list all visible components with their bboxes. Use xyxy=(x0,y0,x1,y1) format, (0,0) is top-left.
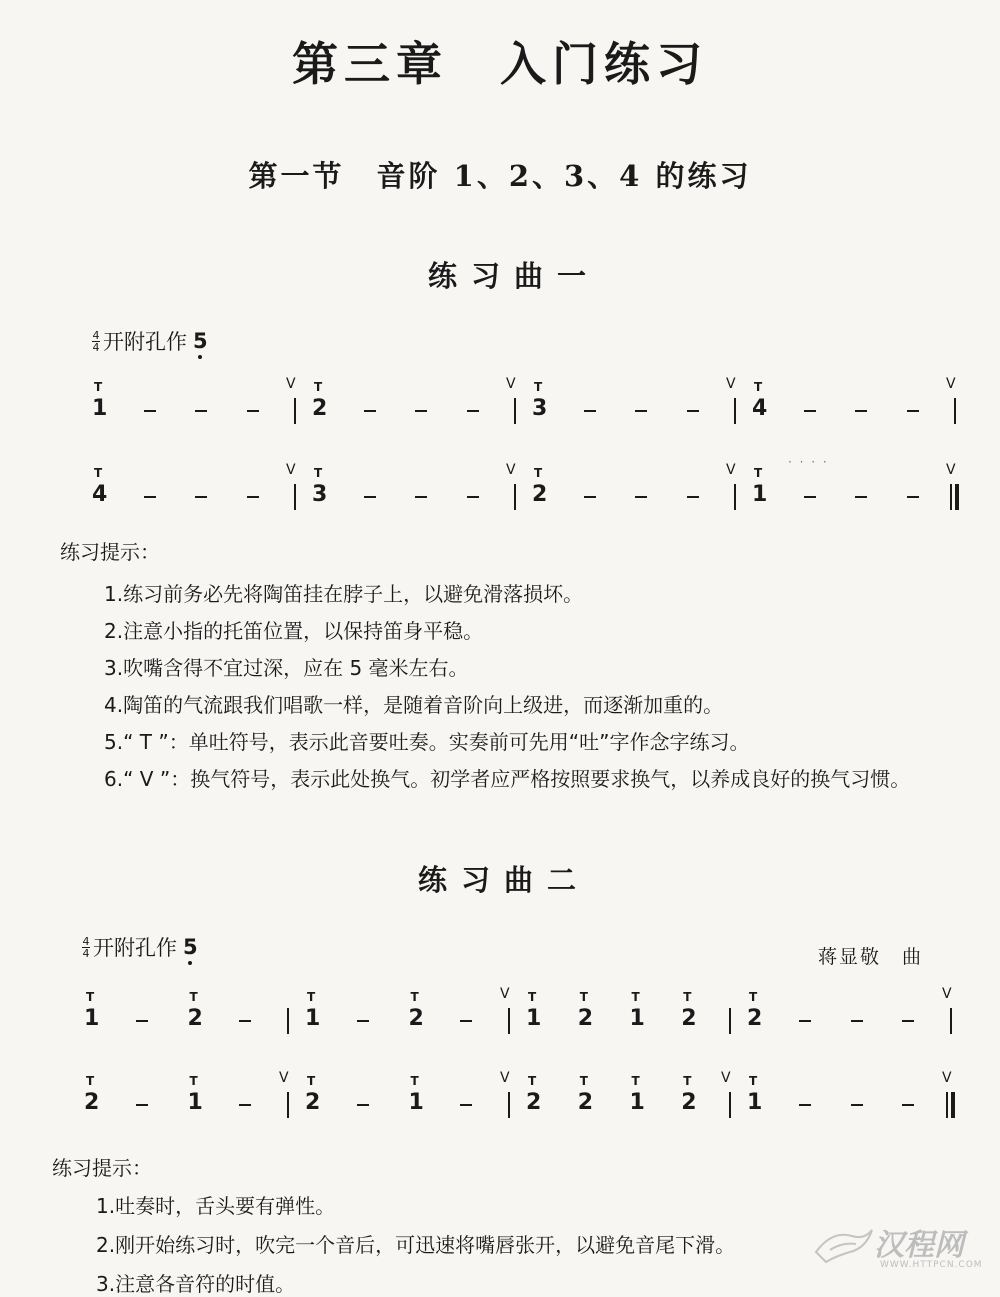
note: 1 xyxy=(187,1090,203,1115)
tongue-mark: T xyxy=(314,466,323,480)
note: 2 xyxy=(577,1006,594,1031)
tip-item: 2.注意小指的托笛位置，以保持笛身平稳。 xyxy=(104,619,484,643)
note: 2 xyxy=(681,1090,697,1115)
tip-item: 5.“ T ”：单吐符号，表示此音要吐奏。实奏前可先用“吐”字作念字练习。 xyxy=(104,730,750,754)
dash xyxy=(851,1020,863,1022)
breath-mark: V xyxy=(506,376,516,392)
note: 2 xyxy=(747,1006,763,1031)
tongue-mark: T xyxy=(754,380,763,394)
chapter-title: 第三章 入门练习 xyxy=(292,37,708,91)
tongue-mark: T xyxy=(631,1074,640,1088)
note: 2 xyxy=(305,1090,321,1115)
final-barline xyxy=(951,1092,955,1118)
note: 1 xyxy=(305,1006,321,1031)
print-specks: · · · · xyxy=(788,455,829,469)
tongue-mark: T xyxy=(683,990,692,1004)
note: 2 xyxy=(187,1006,203,1031)
breath-mark: V xyxy=(500,986,510,1002)
final-barline xyxy=(946,1092,948,1118)
barline xyxy=(729,1092,731,1118)
note: 1 xyxy=(752,482,768,507)
tip-item: 2.刚开始练习时，吹完一个音后，可迅速将嘴唇张开，以避免音尾下滑。 xyxy=(96,1233,736,1257)
section-title: 第一节 音阶 1、2、3、4 的练习 xyxy=(248,159,752,193)
dash xyxy=(239,1104,251,1106)
tongue-mark: T xyxy=(528,990,537,1004)
dash xyxy=(357,1020,369,1022)
dash xyxy=(239,1020,251,1022)
barline xyxy=(508,1092,510,1118)
tongue-mark: T xyxy=(94,466,103,480)
time-signature: $\frac{4}{4}$ xyxy=(82,934,90,960)
note: 2 xyxy=(681,1006,697,1031)
breath-mark: V xyxy=(286,376,296,392)
tempo-label: 开附孔作 xyxy=(103,330,187,354)
tongue-mark: T xyxy=(189,990,198,1004)
dash xyxy=(902,1104,914,1106)
barline xyxy=(950,1008,952,1034)
note: 3 xyxy=(312,482,328,507)
piece2-title: 练习曲二 xyxy=(418,863,591,897)
tip-item: 3.注意各音符的时值。 xyxy=(96,1272,296,1296)
note: 2 xyxy=(408,1006,424,1031)
barline xyxy=(508,1008,510,1034)
tongue-mark: T xyxy=(307,1074,316,1088)
note: 2 xyxy=(532,482,548,507)
note: 1 xyxy=(408,1090,424,1115)
tongue-mark: T xyxy=(534,380,543,394)
piece2-tips-heading: 练习提示： xyxy=(52,1156,152,1180)
note: 1 xyxy=(526,1006,542,1031)
tongue-mark: T xyxy=(86,1074,95,1088)
piece1-title: 练习曲一 xyxy=(428,259,601,293)
breath-mark: V xyxy=(942,986,952,1002)
note: 4 xyxy=(92,482,108,507)
watermark-text: 汉程网 xyxy=(874,1228,964,1263)
tempo-note: 5 xyxy=(183,935,198,959)
dash xyxy=(460,1020,472,1022)
dash xyxy=(460,1104,472,1106)
breath-mark: V xyxy=(506,462,516,478)
note: 1 xyxy=(84,1006,100,1031)
breath-mark: V xyxy=(721,1070,731,1086)
note: 2 xyxy=(526,1090,542,1115)
barline xyxy=(287,1092,289,1118)
tongue-mark: T xyxy=(579,990,588,1004)
breath-mark: V xyxy=(726,462,736,478)
watermark-url: WWW.HTTPCN.COM xyxy=(880,1260,983,1270)
tongue-mark: T xyxy=(410,990,419,1004)
tongue-mark: T xyxy=(749,1074,758,1088)
tongue-mark: T xyxy=(86,990,95,1004)
breath-mark: V xyxy=(286,462,296,478)
tongue-mark: T xyxy=(754,466,763,480)
dash xyxy=(851,1104,863,1106)
tongue-mark: T xyxy=(579,1074,588,1088)
note: 1 xyxy=(92,396,108,421)
tongue-mark: T xyxy=(749,990,758,1004)
breath-mark: V xyxy=(946,462,956,478)
barline xyxy=(287,1008,289,1034)
dash xyxy=(136,1020,148,1022)
dash xyxy=(799,1104,811,1106)
tip-item: 1.练习前务必先将陶笛挂在脖子上，以避免滑落损坏。 xyxy=(104,582,584,606)
note: 1 xyxy=(629,1006,645,1031)
tongue-mark: T xyxy=(631,990,640,1004)
tongue-mark: T xyxy=(94,380,103,394)
dash xyxy=(799,1020,811,1022)
note: 1 xyxy=(629,1090,645,1115)
time-signature: $\frac{4}{4}$ xyxy=(92,328,100,354)
dash xyxy=(357,1104,369,1106)
note: 3 xyxy=(532,396,548,421)
note: 4 xyxy=(752,396,768,421)
breath-mark: V xyxy=(279,1070,289,1086)
tip-item: 3.吹嘴含得不宜过深，应在 5 毫米左右。 xyxy=(104,656,469,680)
breath-mark: V xyxy=(946,376,956,392)
dash xyxy=(136,1104,148,1106)
breath-mark: V xyxy=(726,376,736,392)
tongue-mark: T xyxy=(534,466,543,480)
tempo-note: 5 xyxy=(193,329,208,353)
dash xyxy=(902,1020,914,1022)
breath-mark: V xyxy=(500,1070,510,1086)
tongue-mark: T xyxy=(528,1074,537,1088)
tongue-mark: T xyxy=(683,1074,692,1088)
piece1-tips-heading: 练习提示： xyxy=(60,540,160,564)
note: 1 xyxy=(747,1090,763,1115)
tongue-mark: T xyxy=(314,380,323,394)
note: 2 xyxy=(577,1090,594,1115)
note: 2 xyxy=(84,1090,100,1115)
tempo-label: 开附孔作 xyxy=(93,936,177,960)
tongue-mark: T xyxy=(189,1074,198,1088)
tongue-mark: T xyxy=(307,990,316,1004)
barline xyxy=(729,1008,731,1034)
bird-logo-icon xyxy=(812,1222,876,1266)
composer-credit: 蒋显敬 曲 xyxy=(818,946,924,968)
tongue-mark: T xyxy=(410,1074,419,1088)
note: 2 xyxy=(312,396,328,421)
tip-item: 1.吐奏时，舌头要有弹性。 xyxy=(96,1194,336,1218)
tip-item: 6.“ V ”：换气符号，表示此处换气。初学者应严格按照要求换气，以养成良好的换气习惯。 xyxy=(104,767,911,791)
breath-mark: V xyxy=(942,1070,952,1086)
tip-item: 4.陶笛的气流跟我们唱歌一样，是随着音阶向上级进，而逐渐加重的。 xyxy=(104,693,724,717)
